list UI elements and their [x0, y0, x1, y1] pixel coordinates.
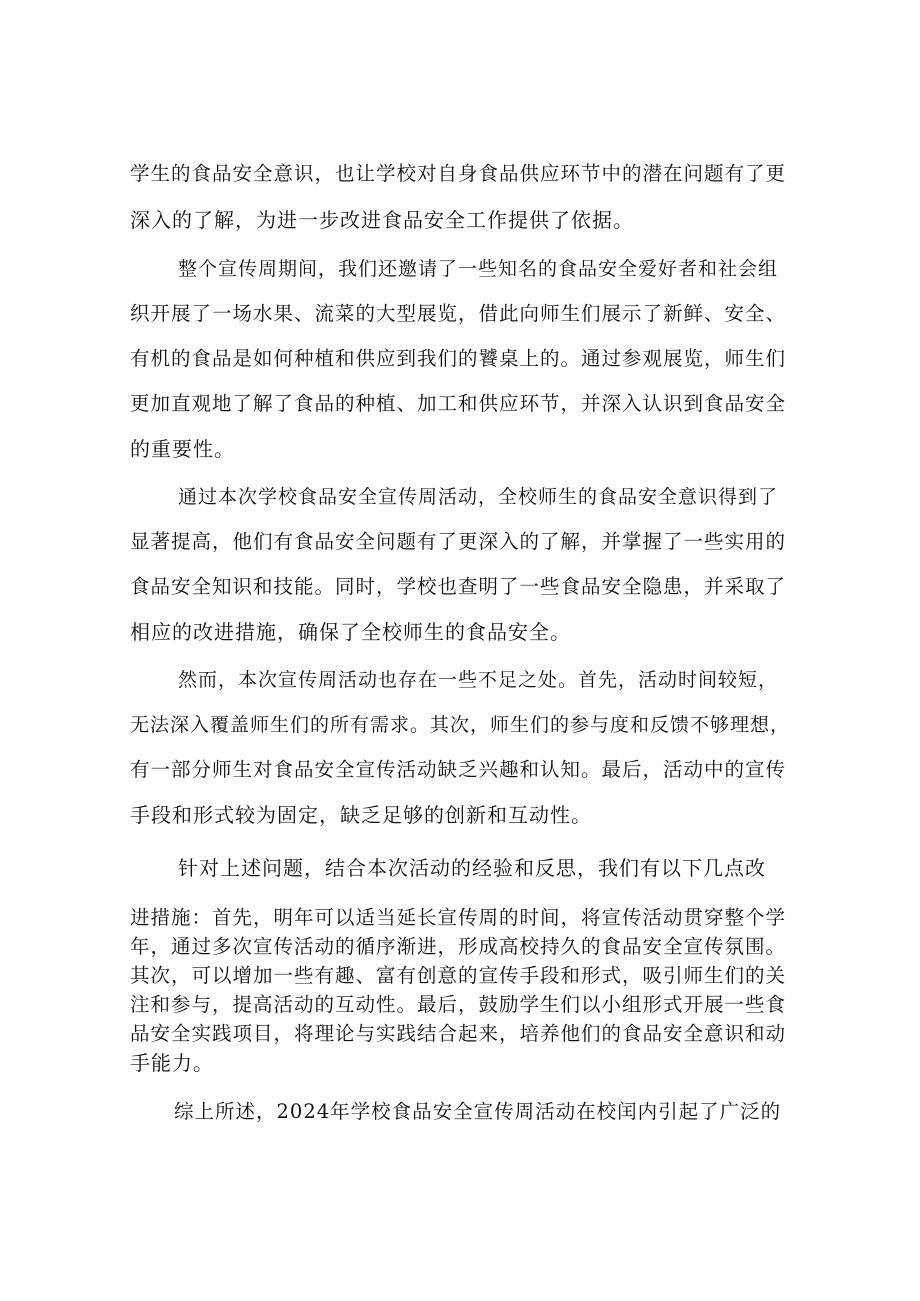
- paragraph-2-line-4: 更加直观地了解了食品的种植、加工和供应环节，并深入认识到食品安全: [130, 392, 787, 415]
- paragraph-2-line-3: 有机的食品是如何种植和供应到我们的饕桌上的。通过参观展览，师生们: [130, 347, 787, 370]
- paragraph-2-line-5: 的重要性。: [130, 437, 235, 461]
- paragraph-6-line-1: 进措施：首先，明年可以适当延长宣传周的时间，将宣传活动贯穿整个学: [130, 906, 787, 929]
- paragraph-4-line-3: 有一部分师生对食品安全宣传活动缺乏兴趣和认知。最后，活动中的宣传: [130, 758, 787, 781]
- paragraph-4-line-4: 手段和形式较为固定，缺乏足够的创新和互动性。: [130, 803, 592, 827]
- paragraph-1-line-2: 深入的了解，为进一步改进食品安全工作提供了依据。: [130, 208, 634, 232]
- paragraph-3-line-4: 相应的改进措施，确保了全校师生的食品安全。: [130, 620, 571, 644]
- paragraph-3-line-2: 显著提高，他们有食品安全问题有了更深入的了解，并掌握了一些实用的: [130, 530, 787, 553]
- paragraph-1-line-1: 学生的食品安全意识，也让学校对自身食品供应环节中的潜在问题有了更: [130, 162, 787, 185]
- paragraph-3-line-1: 通过本次学校食品安全宣传周活动，全校师生的食品安全意识得到了: [178, 486, 779, 508]
- paragraph-6-line-2: 年，通过多次宣传活动的循序渐进，形成高校持久的食品安全宣传氛围。: [130, 935, 787, 958]
- paragraph-6-line-4: 注和参与，提高活动的互动性。最后，鼓励学生们以小组形式开展一些食: [130, 993, 787, 1016]
- paragraph-6-line-6: 手能力。: [130, 1051, 214, 1075]
- paragraph-6-line-5: 品安全实践项目，将理论与实践结合起来，培养他们的食品安全意识和动: [130, 1022, 787, 1045]
- paragraph-3-line-3: 食品安全知识和技能。同时，学校也查明了一些食品安全隐患，并采取了: [130, 575, 787, 598]
- paragraph-6-line-3: 其次，可以增加一些有趣、富有创意的宣传手段和形式，吸引师生们的关: [130, 964, 787, 987]
- paragraph-2-line-2: 织开展了一场水果、流菜的大型展览，借此向师生们展示了新鲜、安全、: [130, 302, 787, 325]
- paragraph-4-line-1: 然而，本次宣传周活动也存在一些不足之处。首先，活动时间较短，: [178, 669, 779, 691]
- paragraph-7-line-1: 综上所述，2024年学校食品安全宣传周活动在校闰内引起了广泛的: [174, 1100, 782, 1123]
- paragraph-4-line-2: 无法深入覆盖师生们的所有需求。其次，师生们的参与度和反馈不够理想，: [130, 714, 791, 736]
- paragraph-5-line-1: 针对上述问题，结合本次活动的经验和反思，我们有以下几点改: [178, 856, 766, 880]
- paragraph-2-line-1: 整个宣传周期间，我们还邀请了一些知名的食品安全爱好者和社会组: [178, 258, 779, 280]
